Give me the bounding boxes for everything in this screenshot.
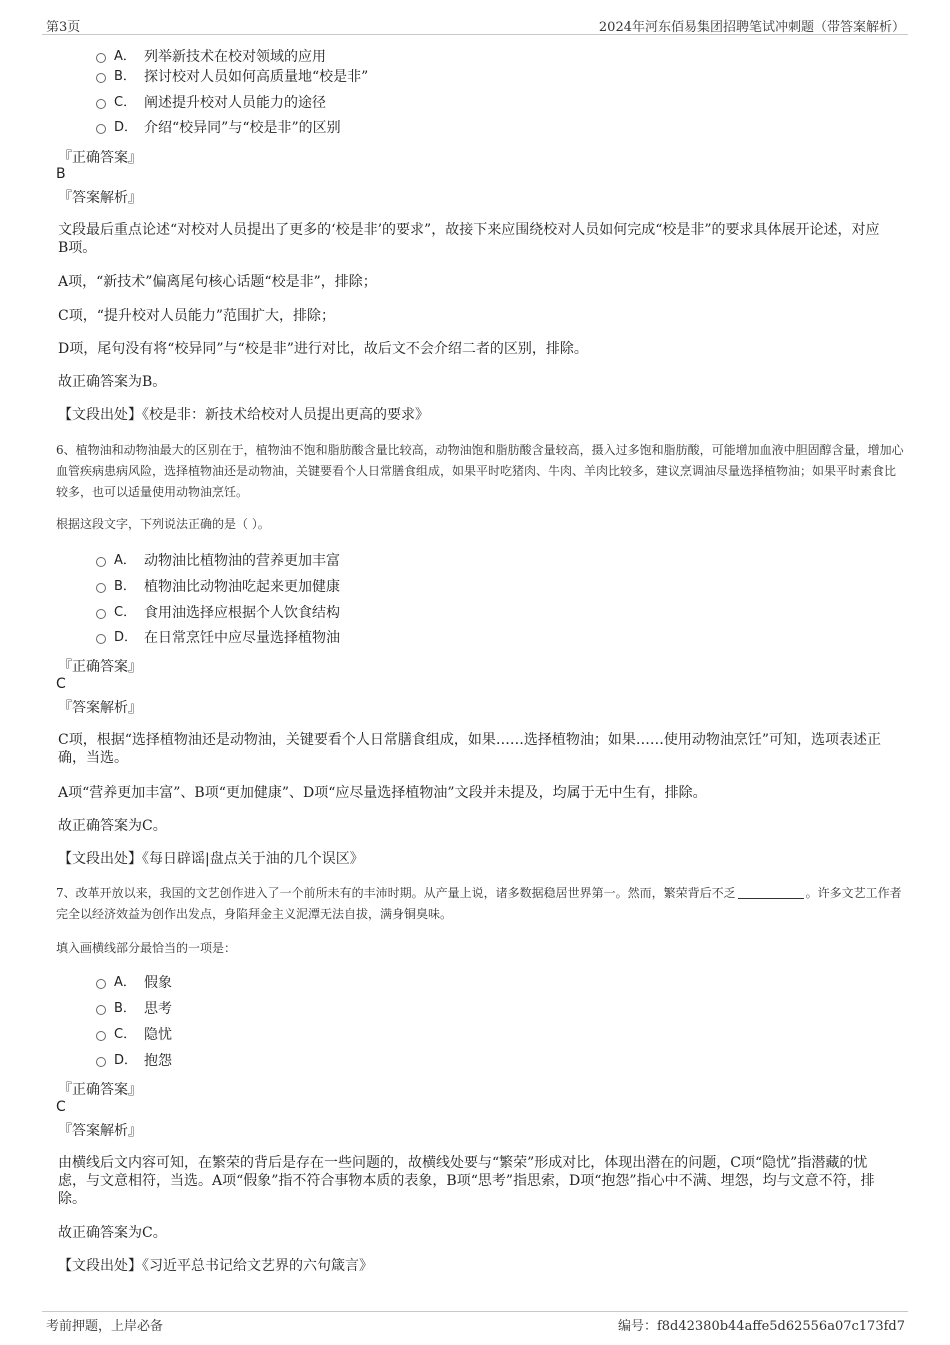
analysis-label: 『答案解析』 (58, 1123, 142, 1139)
question-prompt: 根据这段文字，下列说法正确的是（ ）。 (56, 517, 270, 531)
document-title: 2024年河东佰易集团招聘笔试冲刺题（带答案解析） (598, 20, 905, 35)
source-citation: 【文段出处】《校是非：新技术给校对人员提出更高的要求》 (58, 407, 429, 423)
page-number: 第3页 (46, 20, 81, 35)
radio-icon[interactable] (96, 583, 106, 593)
radio-icon[interactable] (96, 634, 106, 644)
analysis-paragraph: 文段最后重点论述“对校对人员提出了更多的‘校是非’的要求”，故接下来应围绕校对人员如何完成“校是非”的要求具体展开论述，对应B项。 (58, 222, 880, 256)
radio-icon[interactable] (96, 609, 106, 619)
analysis-paragraph: 由横线后文内容可知，在繁荣的背后是存在一些问题的，故横线处要与“繁荣”形成对比，体现出潜在的问题，C项“隐忧”指潜藏的忧虑，与文意相符，当选。A项“假象”指不符合事物本质的表象，B项“思考”指思索，D项“抱怨”指心中不满、埋怨，均与文意不符，排除。 (58, 1155, 875, 1207)
correct-answer-label: 『正确答案』 (58, 659, 142, 675)
question-stem: 7、改革开放以来，我国的文艺创作进入了一个前所未有的丰沛时期。从产量上说，诸多数据稳居世界第一。然而，繁荣背后不乏 。许多文艺工作者完全以经济效益为创作出发点，身陷拜金主义泥潭无法自拔，满身铜臭味。 (56, 886, 902, 921)
analysis-paragraph: D项，尾句没有将“校异同”与“校是非”进行对比，故后文不会介绍二者的区别，排除。 (58, 341, 588, 357)
radio-icon[interactable] (96, 1057, 106, 1067)
analysis-paragraph: 故正确答案为C。 (58, 1225, 167, 1241)
question-stem: 6、植物油和动物油最大的区别在于，植物油不饱和脂肪酸含量比较高，动物油饱和脂肪酸含量较高，摄入过多饱和脂肪酸，可能增加血液中胆固醇含量，增加心血管疾病患病风险，选择植物油还是动物油，关键要看个人日常膳食组成，如果平时吃猪肉、牛肉、羊肉比较多，建议烹调油尽量选择植物油；如果平时素食比较多，也可以适量使用动物油烹饪。 (56, 443, 904, 499)
radio-icon[interactable] (96, 124, 106, 134)
correct-answer-label: 『正确答案』 (58, 1082, 142, 1098)
footer-rule (42, 1311, 908, 1312)
correct-answer-value: C (56, 676, 66, 692)
document-code: 编号：f8d42380b44affe5d62556a07c173fd7 (617, 1319, 905, 1334)
radio-icon[interactable] (96, 53, 106, 63)
radio-icon[interactable] (96, 73, 106, 83)
fill-blank (738, 886, 804, 899)
footer-slogan: 考前押题，上岸必备 (46, 1319, 164, 1334)
radio-icon[interactable] (96, 99, 106, 109)
radio-icon[interactable] (96, 557, 106, 567)
analysis-paragraph: C项，根据“选择植物油还是动物油，关键要看个人日常膳食组成，如果……选择植物油；如果……使用动物油烹饪”可知，选项表述正确，当选。 (58, 732, 882, 766)
correct-answer-value: B (56, 166, 66, 182)
analysis-label: 『答案解析』 (58, 190, 142, 206)
correct-answer-value: C (56, 1099, 66, 1115)
radio-icon[interactable] (96, 1031, 106, 1041)
source-citation: 【文段出处】《习近平总书记给文艺界的六句箴言》 (58, 1258, 373, 1274)
source-citation: 【文段出处】《每日辟谣|盘点关于油的几个误区》 (58, 851, 364, 867)
analysis-paragraph: C项，“提升校对人员能力”范围扩大，排除； (58, 308, 336, 324)
analysis-paragraph: A项，“新技术”偏离尾句核心话题“校是非”，排除； (58, 274, 377, 290)
header-rule (42, 34, 908, 35)
question-prompt: 填入画横线部分最恰当的一项是： (56, 941, 237, 955)
analysis-label: 『答案解析』 (58, 700, 142, 716)
analysis-paragraph: A项“营养更加丰富”、B项“更加健康”、D项“应尽量选择植物油”文段并未提及，均属于无中生有，排除。 (58, 785, 707, 801)
correct-answer-label: 『正确答案』 (58, 150, 142, 166)
analysis-paragraph: 故正确答案为B。 (58, 374, 167, 390)
analysis-paragraph: 故正确答案为C。 (58, 818, 167, 834)
radio-icon[interactable] (96, 979, 106, 989)
radio-icon[interactable] (96, 1005, 106, 1015)
